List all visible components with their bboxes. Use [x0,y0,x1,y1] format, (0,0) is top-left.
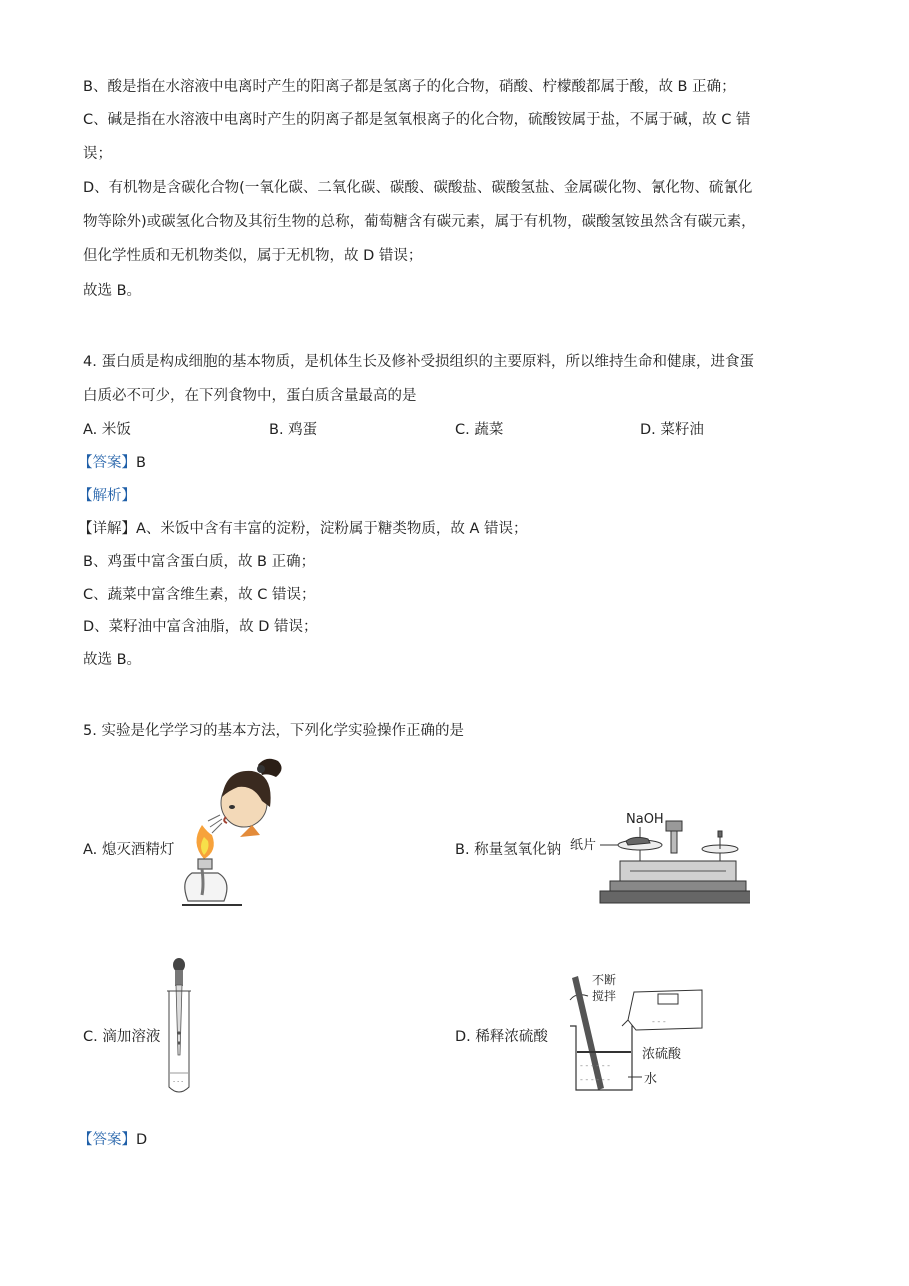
fig-d-water-label: 水 [644,1072,658,1087]
q4-option-a: A. 米饭 [83,422,131,438]
balance-icon [600,821,750,903]
dropper-icon [173,958,185,1055]
fig-d-stir-label-2: 搅拌 [592,989,617,1003]
answer-tag: 【答案】 [78,455,136,471]
fig-d-stir-label-1: 不断 [592,973,617,987]
svg-text:- - - - - -: - - - - - - [580,1061,611,1070]
q4-analysis-line [78,486,136,506]
q4-option-c: C. 蔬菜 [455,422,504,438]
q3-line-d3: 但化学性质和无机物类似，属于无机物，故 D 错误； [83,248,423,264]
q3-line-d1: D、有机物是含碳化合物(一氧化碳、二氧化碳、碳酸、碳酸盐、碳酸氢盐、金属碳化物、氰化物、硫氰化 [83,180,753,196]
q4-option-b: B. 鸡蛋 [269,422,318,438]
q5-answer: D [136,1132,148,1148]
fig-b-paper-label: 纸片 [570,838,597,853]
breath-icon [208,815,222,833]
q4-detail-a-text: A、米饭中含有丰富的淀粉，淀粉属于糖类物质，故 A 错误； [136,521,528,537]
q5-answer-line [78,1130,147,1150]
q5-stem: 5. 实验是化学学习的基本方法，下列化学实验操作正确的是 [83,723,464,739]
q4-answer-line [78,453,146,473]
q4-detail-d: D、菜籽油中富含油脂，故 D 错误； [83,619,318,635]
acid-bottle-icon [622,990,702,1030]
figure-blow-out-lamp [182,755,292,915]
q5-option-b: B. 称量氢氧化钠 [455,842,562,858]
fig-d-acid-label: 浓硫酸 [642,1047,682,1062]
q4-detail-a [78,519,528,539]
q4-stem-line1: 4. 蛋白质是构成细胞的基本物质，是机体生长及修补受损组织的主要原料，所以维持生命和健康，进食蛋 [83,354,754,370]
q4-detail-c: C、蔬菜中富含维生素，故 C 错误； [83,587,316,603]
answer-tag: 【答案】 [78,1132,136,1148]
beaker-icon [570,1026,638,1090]
q4-option-d: D. 菜籽油 [640,422,704,438]
q3-line-b: B、酸是指在水溶液中电离时产生的阳离子都是氢离子的化合物，硝酸、柠檬酸都属于酸，故 B 正确； [83,79,736,95]
q5-option-a: A. 熄灭酒精灯 [83,842,175,858]
q4-answer: B [136,455,146,471]
figure-balance [570,805,750,917]
q3-line-d2: 物等除外)或碳氢化合物及其衍生物的总称，葡萄糖含有碳元素，属于有机物，碳酸氢铵虽然含有碳元素， [83,214,756,230]
q3-line-c2: 误； [83,146,112,162]
q4-detail-b: B、鸡蛋中富含蛋白质，故 B 正确； [83,554,316,570]
flame-icon [196,825,213,859]
figure-dilution [562,970,712,1098]
q4-stem-line2: 白质必不可少，在下列食物中，蛋白质含量最高的是 [83,388,417,404]
q5-option-c: C. 滴加溶液 [83,1029,161,1045]
q3-conclusion: 故选 B。 [83,283,142,299]
fig-b-naoh-label: NaOH [626,812,664,827]
q3-line-c1: C、碱是指在水溶液中电离时产生的阴离子都是氢氧根离子的化合物，硫酸铵属于盐，不属于碱，故 C 错 [83,112,751,128]
detail-tag: 【详解】 [78,521,136,537]
svg-text:- - -: - - - [652,1017,666,1026]
girl-head-icon [221,759,282,837]
svg-text:- - -: - - - [173,1078,184,1085]
figure-dropper [164,955,194,1099]
alcohol-lamp-icon [182,859,242,905]
q4-conclusion: 故选 B。 [83,652,142,668]
analysis-tag: 【解析】 [78,488,136,504]
svg-text:- - - - - -: - - - - - - [580,1075,611,1084]
q5-option-d: D. 稀释浓硫酸 [455,1029,548,1045]
